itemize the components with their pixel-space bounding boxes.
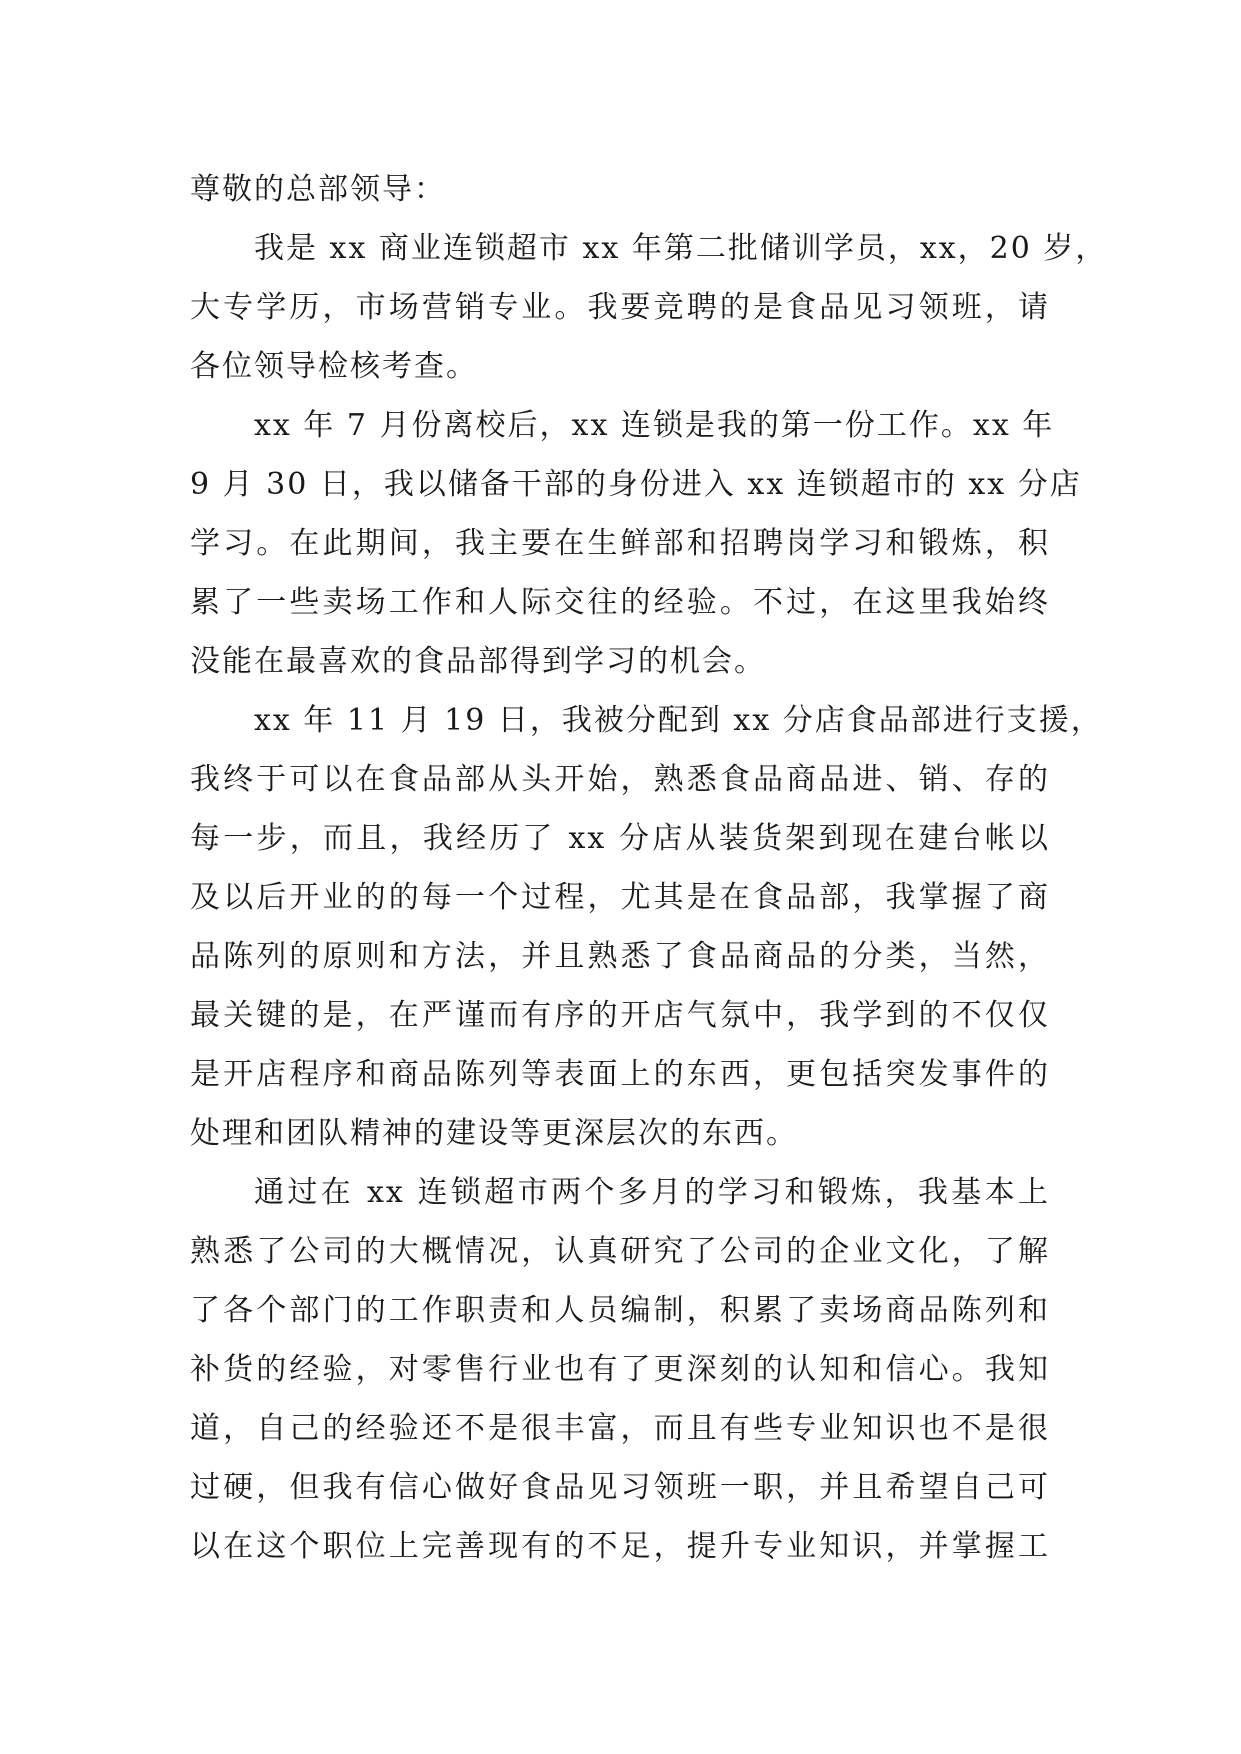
paragraph-1 xyxy=(190,219,1108,396)
paragraph-line: 我终于可以在食品部从头开始，熟悉食品商品进、销、存的 xyxy=(190,762,1050,797)
paragraph-line: 累了一些卖场工作和人际交往的经验。不过，在这里我始终 xyxy=(190,585,1050,620)
paragraph-line: 以在这个职位上完善现有的不足，提升专业知识，并掌握工 xyxy=(190,1529,1050,1564)
paragraph-line: 补货的经验，对零售行业也有了更深刻的认知和信心。我知 xyxy=(190,1352,1050,1387)
paragraph-line: 及以后开业的的每一个过程，尤其是在食品部，我掌握了商 xyxy=(190,880,1050,915)
paragraph-line: 最关键的是，在严谨而有序的开店气氛中，我学到的不仅仅 xyxy=(190,998,1050,1033)
paragraph-line: 是开店程序和商品陈列等表面上的东西，更包括突发事件的 xyxy=(190,1057,1050,1092)
paragraph-line: 学习。在此期间，我主要在生鲜部和招聘岗学习和锻炼，积 xyxy=(190,526,1050,561)
paragraph-line: xx 年 11 月 19 日，我被分配到 xx 分店食品部进行支援， xyxy=(254,703,1103,738)
paragraph-line: 品陈列的原则和方法，并且熟悉了食品商品的分类，当然， xyxy=(190,939,1050,974)
paragraph-line: 了各个部门的工作职责和人员编制，积累了卖场商品陈列和 xyxy=(190,1293,1050,1328)
paragraph-3 xyxy=(190,691,1103,1163)
paragraph-line: 道，自己的经验还不是很丰富，而且有些专业知识也不是很 xyxy=(190,1411,1050,1446)
paragraph-4 xyxy=(190,1163,1050,1576)
paragraph-line: 9 月 30 日，我以储备干部的身份进入 xx 连锁超市的 xx 分店 xyxy=(190,467,1082,502)
paragraph-line: 没能在最喜欢的食品部得到学习的机会。 xyxy=(190,644,766,679)
paragraph-line: 大专学历，市场营销专业。我要竞聘的是食品见习领班，请 xyxy=(190,290,1050,325)
document-body xyxy=(190,160,1108,1576)
paragraph-line: 熟悉了公司的大概情况，认真研究了公司的企业文化，了解 xyxy=(190,1234,1050,1269)
paragraph-line: 我是 xx 商业连锁超市 xx 年第二批储训学员，xx，20 岁， xyxy=(254,231,1108,266)
paragraph-line: 处理和团队精神的建设等更深层次的东西。 xyxy=(190,1116,798,1151)
paragraph-2 xyxy=(190,396,1082,691)
paragraph-line: xx 年 7 月份离校后，xx 连锁是我的第一份工作。xx 年 xyxy=(254,408,1055,443)
paragraph-line: 过硬，但我有信心做好食品见习领班一职，并且希望自己可 xyxy=(190,1470,1050,1505)
paragraph-line: 每一步，而且，我经历了 xx 分店从装货架到现在建台帐以 xyxy=(190,821,1050,856)
paragraph-line: 通过在 xx 连锁超市两个多月的学习和锻炼，我基本上 xyxy=(254,1175,1050,1210)
paragraph-line: 各位领导检核考查。 xyxy=(190,349,478,384)
salutation: 尊敬的总部领导： xyxy=(190,172,446,207)
